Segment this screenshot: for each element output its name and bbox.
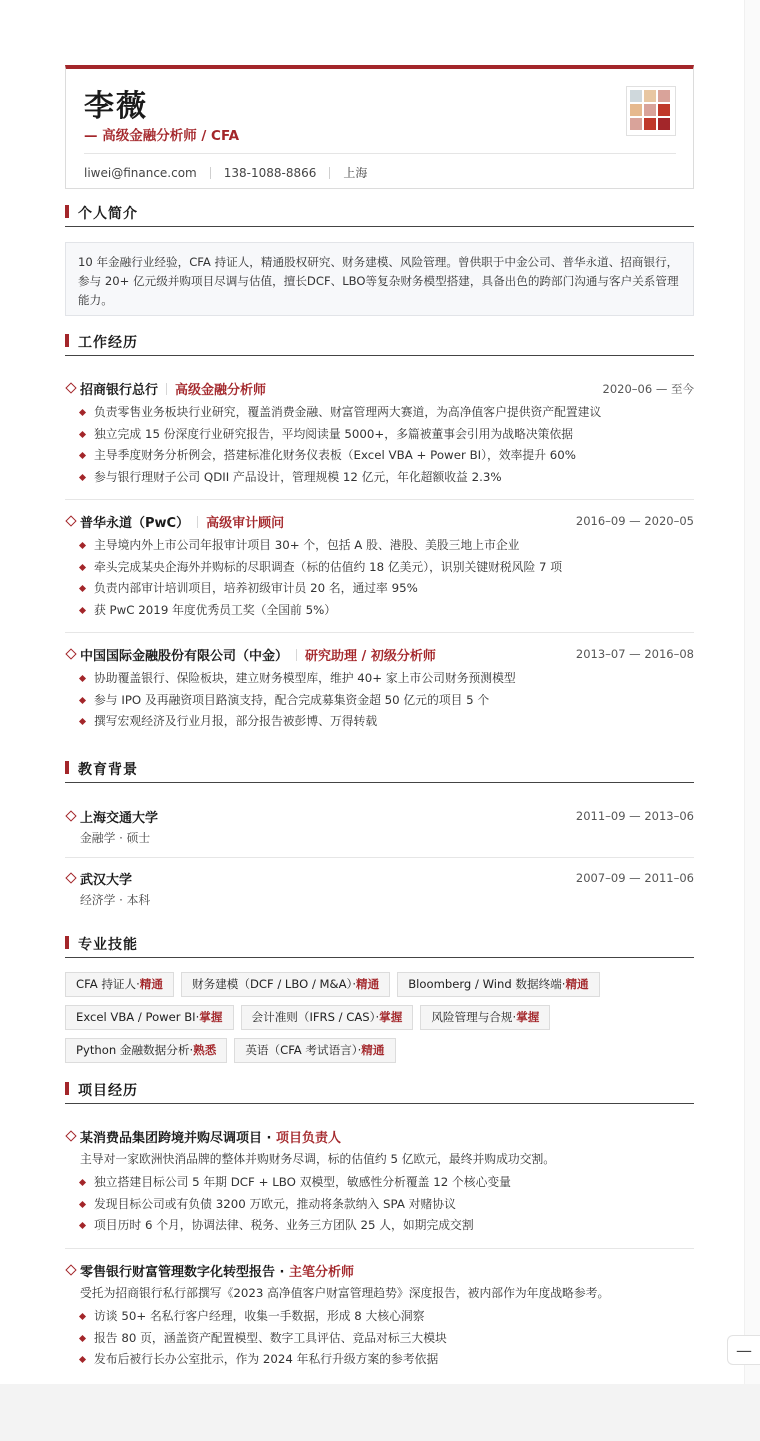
section-heading-experience bbox=[65, 332, 694, 356]
divider bbox=[296, 649, 297, 661]
skill-tag: 英语（CFA 考试语言）·精通 bbox=[234, 1038, 395, 1063]
logo-tile bbox=[658, 118, 670, 130]
degree: 经济学 · 本科 bbox=[80, 893, 151, 907]
entry-divider bbox=[65, 632, 694, 633]
bullet-item: 发现目标公司或有负债 3200 万欧元，推动将条款纳入 SPA 对赌协议 bbox=[80, 1194, 694, 1216]
school: 武汉大学 bbox=[80, 873, 133, 888]
collapse-button[interactable]: — bbox=[727, 1335, 760, 1365]
school: 上海交通大学 bbox=[80, 811, 159, 826]
skill-tag: 风险管理与合规·掌握 bbox=[420, 1005, 550, 1030]
project-role: 主笔分析师 bbox=[289, 1265, 355, 1280]
candidate-title: — 高级金融分析师 / CFA bbox=[84, 128, 240, 144]
section-marker bbox=[65, 205, 69, 218]
bullet-item: 参与银行理财子公司 QDII 产品设计，管理规模 12 亿元，年化超额收益 2.3% bbox=[80, 467, 694, 489]
entry-divider bbox=[65, 1248, 694, 1249]
experience-entry bbox=[65, 511, 694, 621]
project-entry: 某消费品集团跨境并购尽调项目 · 项目负责人 主导对一家欧洲快消品牌的整体并购财务尽调，标的估值约 5 亿欧元，最终并购成功交割。 独立搭建目标公司 5 年期 DCF + LBO 双模型，敏感性分析覆盖 12 个核心变量 发现目标公司或有负债 3200 万欧元，推动将条款纳入 SPA 对赌协议 项目历时 6 个月，协调法律、税务、业务三方团队 25 人，如期完成交割 bbox=[65, 1126, 694, 1237]
bullet-item: 项目历时 6 个月，协调法律、税务、业务三方团队 25 人，如期完成交割 bbox=[80, 1215, 694, 1237]
logo-tile bbox=[658, 104, 670, 116]
skill-tag: 会计准则（IFRS / CAS）·掌握 bbox=[241, 1005, 414, 1030]
degree: 金融学 · 硕士 bbox=[80, 831, 151, 845]
entry-divider bbox=[65, 857, 694, 858]
diamond-icon bbox=[65, 1264, 76, 1275]
entry-divider bbox=[65, 499, 694, 500]
job-role: 研究助理 / 初级分析师 bbox=[305, 649, 436, 664]
logo-tile bbox=[630, 104, 642, 116]
project-entry: 零售银行财富管理数字化转型报告 · 主笔分析师 受托为招商银行私行部撰写《2023 高净值客户财富管理趋势》深度报告，被内部作为年度战略参考。 访谈 50+ 名私行客户经理，收集一手数据，形成 8 大核心洞察 报告 80 页，涵盖资产配置模型、数字工具评估、竞品对标三大模块 发布后被行长办公室批示，作为 2024 年私行升级方案的参考依据 bbox=[65, 1260, 694, 1371]
experience-entry bbox=[65, 644, 694, 733]
skill-tag: Bloomberg / Wind 数据终端·精通 bbox=[397, 972, 599, 997]
skill-tag: Excel VBA / Power BI·掌握 bbox=[65, 1005, 234, 1030]
skill-tag: CFA 持证人·精通 bbox=[65, 972, 174, 997]
section-title: 专业技能 bbox=[78, 937, 138, 953]
logo-tile bbox=[644, 118, 656, 130]
email[interactable]: liwei@finance.com bbox=[84, 165, 197, 180]
employer: 中国国际金融股份有限公司（中金） bbox=[80, 649, 289, 664]
contact-separator bbox=[210, 167, 211, 179]
page-background bbox=[0, 1384, 760, 1441]
scrollbar[interactable] bbox=[744, 0, 760, 1384]
monogram-logo-icon bbox=[626, 86, 676, 136]
candidate-name: 李薇 bbox=[84, 89, 148, 124]
date-range: 2007–09 — 2011–06 bbox=[575, 871, 694, 885]
section-title: 教育背景 bbox=[78, 762, 138, 778]
logo-tile bbox=[644, 90, 656, 102]
bullet-item: 负责零售业务板块行业研究，覆盖消费金融、财富管理两大赛道，为高净值客户提供资产配置建议 bbox=[80, 402, 694, 424]
bullet-item: 撰写宏观经济及行业月报，部分报告被彭博、万得转载 bbox=[80, 711, 694, 733]
diamond-icon bbox=[65, 382, 76, 393]
section-marker bbox=[65, 1082, 69, 1095]
header-card bbox=[65, 65, 694, 189]
logo-tile bbox=[658, 90, 670, 102]
project-name: 某消费品集团跨境并购尽调项目 bbox=[80, 1131, 263, 1146]
bullet-item: 协助覆盖银行、保险板块，建立财务模型库，维护 40+ 家上市公司财务预测模型 bbox=[80, 668, 694, 690]
employer: 招商银行总行 bbox=[80, 383, 159, 398]
bullet-item: 独立完成 15 份深度行业研究报告，平均阅读量 5000+，多篇被董事会引用为战略决策依据 bbox=[80, 424, 694, 446]
section-title: 个人简介 bbox=[78, 206, 138, 222]
logo-tile bbox=[630, 90, 642, 102]
section-heading-education bbox=[65, 759, 694, 783]
header-divider bbox=[84, 153, 676, 154]
date-range: 2016–09 — 2020–05 bbox=[575, 514, 694, 528]
diamond-icon bbox=[65, 515, 76, 526]
divider bbox=[166, 383, 167, 395]
date-range: 2013–07 — 2016–08 bbox=[575, 647, 694, 661]
divider bbox=[197, 516, 198, 528]
contact-separator bbox=[329, 167, 330, 179]
section-marker bbox=[65, 936, 69, 949]
project-role: 项目负责人 bbox=[276, 1131, 342, 1146]
experience-entry bbox=[65, 378, 694, 488]
project-description: 受托为招商银行私行部撰写《2023 高净值客户财富管理趋势》深度报告，被内部作为年度战略参考。 bbox=[80, 1286, 610, 1300]
logo-tile bbox=[630, 118, 642, 130]
education-entry bbox=[65, 868, 694, 910]
diamond-icon bbox=[65, 648, 76, 659]
bullet-item: 独立搭建目标公司 5 年期 DCF + LBO 双模型，敏感性分析覆盖 12 个核心变量 bbox=[80, 1172, 694, 1194]
employer: 普华永道（PwC） bbox=[80, 516, 190, 531]
bullet-item: 负责内部审计培训项目，培养初级审计员 20 名，通过率 95% bbox=[80, 578, 694, 600]
section-heading-skills bbox=[65, 934, 694, 958]
bullet-item: 访谈 50+ 名私行客户经理，收集一手数据，形成 8 大核心洞察 bbox=[80, 1306, 694, 1328]
skill-tag: 财务建模（DCF / LBO / M&A）·精通 bbox=[181, 972, 390, 997]
section-title: 项目经历 bbox=[78, 1083, 138, 1099]
education-entry bbox=[65, 806, 694, 848]
summary-text: 10 年金融行业经验，CFA 持证人，精通股权研究、财务建模、风险管理。曾供职于中金公司、普华永道、招商银行，参与 20+ 亿元级并购项目尽调与估值，擅长DCF、LBO等复杂财务模型搭建，具备出色的跨部门沟通与客户关系管理能力。 bbox=[65, 242, 694, 316]
section-title: 工作经历 bbox=[78, 335, 138, 351]
job-role: 高级金融分析师 bbox=[175, 383, 267, 398]
bullet-item: 主导季度财务分析例会，搭建标准化财务仪表板（Excel VBA + Power BI），效率提升 60% bbox=[80, 445, 694, 467]
diamond-icon bbox=[65, 810, 76, 821]
city: 上海 bbox=[343, 166, 368, 180]
section-heading-projects bbox=[65, 1080, 694, 1104]
bullet-item: 获 PwC 2019 年度优秀员工奖（全国前 5%） bbox=[80, 600, 694, 622]
diamond-icon bbox=[65, 1130, 76, 1141]
section-heading-summary bbox=[65, 203, 694, 227]
bullet-item: 参与 IPO 及再融资项目路演支持，配合完成募集资金超 50 亿元的项目 5 个 bbox=[80, 690, 694, 712]
project-name: 零售银行财富管理数字化转型报告 bbox=[80, 1265, 276, 1280]
phone[interactable]: 138-1088-8866 bbox=[223, 165, 317, 180]
skills-list bbox=[65, 972, 694, 1071]
job-role: 高级审计顾问 bbox=[206, 516, 285, 531]
bullet-item: 牵头完成某央企海外并购标的尽职调查（标的估值约 18 亿美元），识别关键财税风险 7 项 bbox=[80, 557, 694, 579]
section-marker bbox=[65, 761, 69, 774]
date-range: 2011–09 — 2013–06 bbox=[575, 809, 694, 823]
contact-info bbox=[84, 164, 367, 181]
logo-tile bbox=[644, 104, 656, 116]
diamond-icon bbox=[65, 872, 76, 883]
project-description: 主导对一家欧洲快消品牌的整体并购财务尽调，标的估值约 5 亿欧元，最终并购成功交割。 bbox=[80, 1152, 556, 1166]
section-marker bbox=[65, 334, 69, 347]
bullet-item: 发布后被行长办公室批示，作为 2024 年私行升级方案的参考依据 bbox=[80, 1349, 694, 1371]
date-range: 2020–06 — 至今 bbox=[602, 382, 694, 396]
bullet-item: 报告 80 页，涵盖资产配置模型、数字工具评估、竞品对标三大模块 bbox=[80, 1328, 694, 1350]
skill-tag: Python 金融数据分析·熟悉 bbox=[65, 1038, 227, 1063]
bullet-item: 主导境内外上市公司年报审计项目 30+ 个，包括 A 股、港股、美股三地上市企业 bbox=[80, 535, 694, 557]
